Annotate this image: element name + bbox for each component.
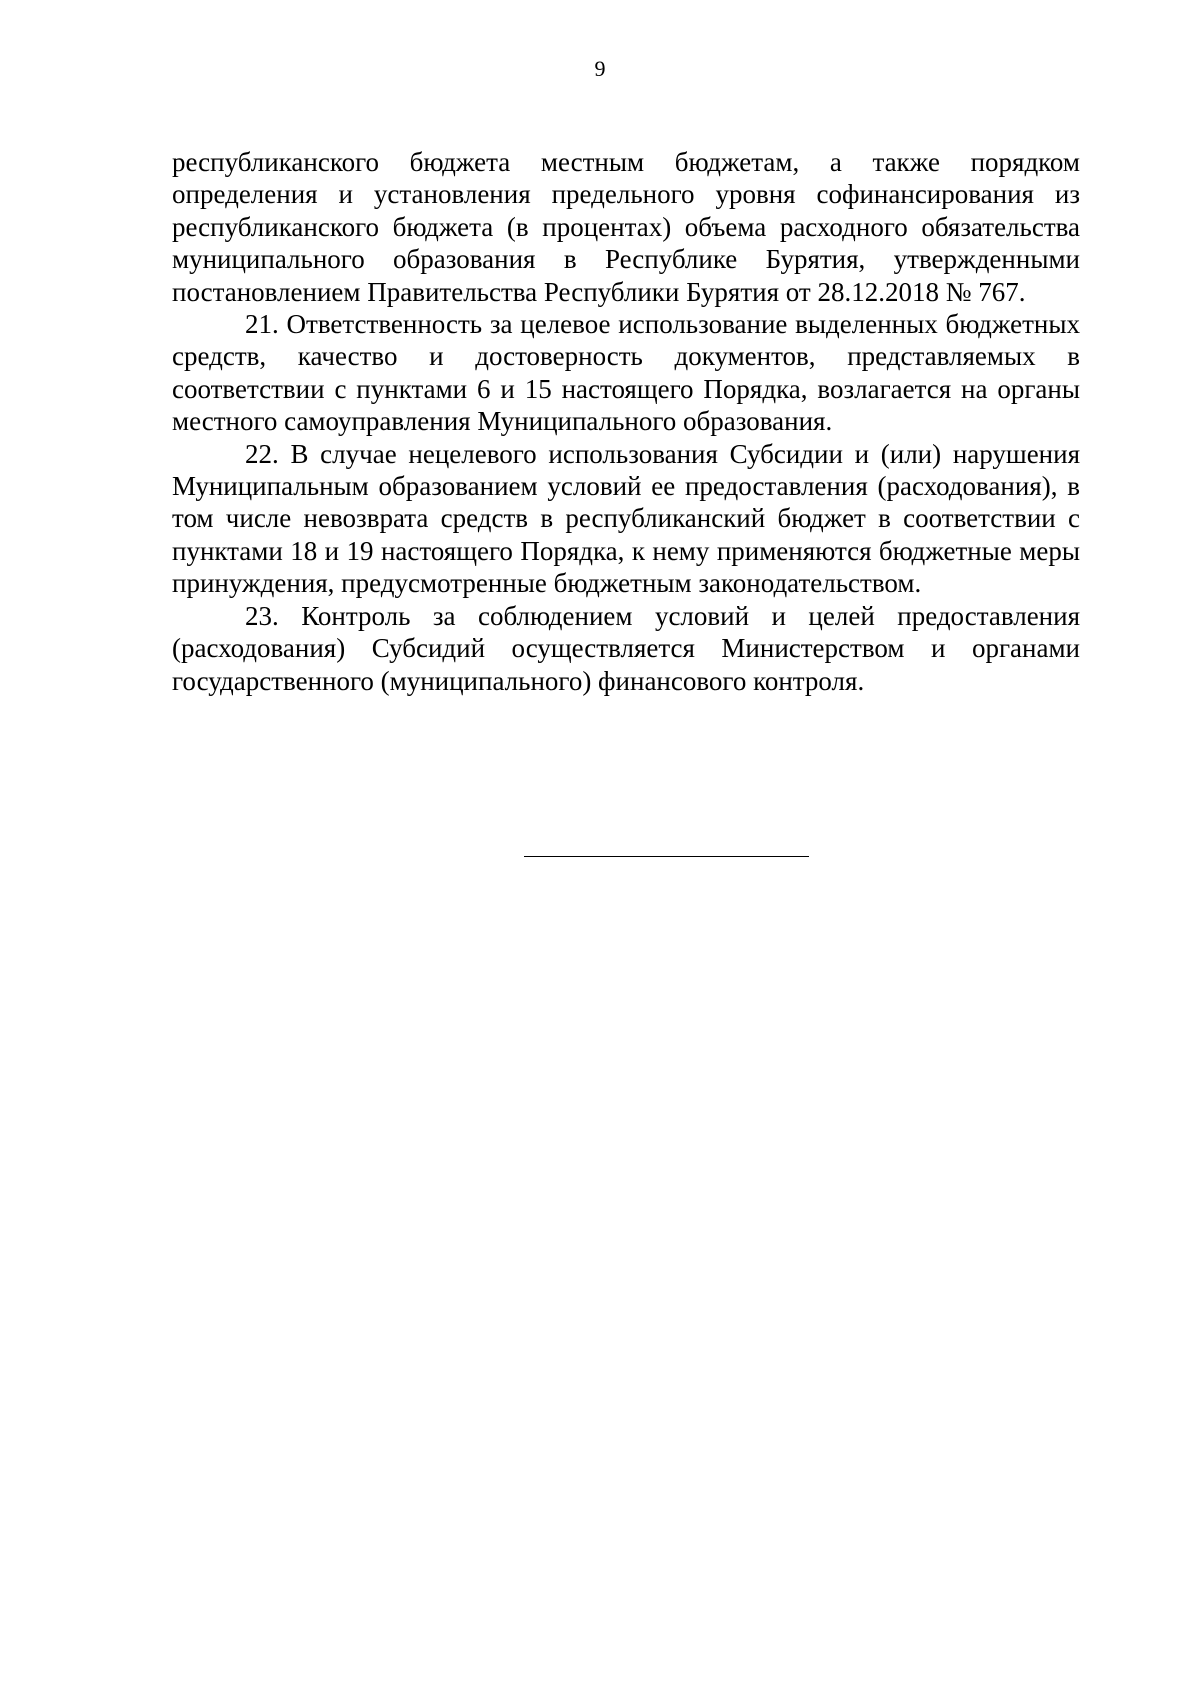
page-number: 9 (594, 56, 606, 81)
paragraph-continuation: республиканского бюджета местным бюджетам, а также порядком определения и установления предельного уровня софинансирования из республиканского бюджета (в процентах) объема расходного обязательства муниципального образования в Республике Бурятия, утвержденными постановлением Правительства Республики Бурятия от 28.12.2018 № 767. (172, 147, 1080, 307)
document-body (172, 146, 1080, 697)
paragraph-22: 22. В случае нецелевого использования Субсидии и (или) нарушения Муниципальным образованием условий ее предоставления (расходования), в том числе невозврата средств в республиканский бюджет в соответствии с пунктами 18 и 19 настоящего Порядка, к нему применяются бюджетные меры принуждения, предусмотренные бюджетным законодательством. (172, 438, 1080, 599)
closing-divider-line (524, 856, 809, 857)
paragraph-23: 23. Контроль за соблюдением условий и целей предоставления (расходования) Субсидий осуществляется Министерством и органами государственного (муниципального) финансового контроля. (172, 600, 1080, 696)
paragraph-21: 21. Ответственность за целевое использование выделенных бюджетных средств, качество и достоверность документов, представляемых в соответствии с пунктами 6 и 15 настоящего Порядка, возлагается на органы местного самоуправления Муниципального образования. (172, 309, 1080, 437)
